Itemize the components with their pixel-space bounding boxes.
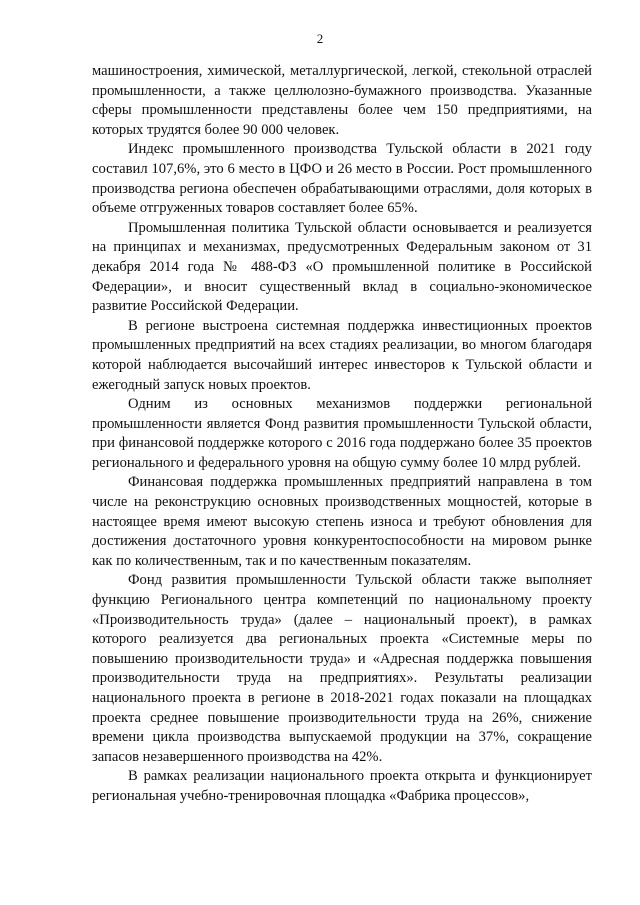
paragraph-investment-support: В регионе выстроена системная поддержка инвестиционных проектов промышленных предприятий на всех стадиях реализации, во многом благодаря которой наблюдается высочайший интерес инвесторов к Тульской области и ежегодный запуск новых проектов. xyxy=(92,317,592,393)
paragraph-production-index: Индекс промышленного производства Тульской области в 2021 году составил 107,6%, это 6 место в ЦФО и 26 место в России. Рост промышленного производства региона обеспечен обрабатывающими отраслями, доля которых в объеме отгруженных товаров составляет более 65%. xyxy=(92,141,592,217)
paragraph-financial-support: Финансовая поддержка промышленных предприятий направлена в том числе на реконструкцию основных производственных мощностей, которые в настоящее время имеют высокую степень износа и требуют обновления для достижения достаточного уровня конкурентоспособности на мировом рынке как по количественным, так и по качественным показателям. xyxy=(92,474,592,569)
paragraph-industries: машиностроения, химической, металлургической, легкой, стекольной отраслей промышленности, а также целлюлозно-бумажного производства. Указанные сферы промышленности представлены более чем 150 предприятиями, на которых трудятся более 90 000 человек. xyxy=(92,63,592,138)
page-number: 2 xyxy=(316,31,324,46)
paragraph-development-fund: Одним из основных механизмов поддержки региональной промышленности является Фонд развития промышленности Тульской области, при финансовой поддержке которого с 2016 года поддержано более 35 проектов регионального и федерального уровня на общую сумму более 10 млрд рублей. xyxy=(92,396,592,471)
paragraph-training-site: В рамках реализации национального проекта открыта и функционирует региональная учебно-тренировочная площадка «Фабрика процессов», xyxy=(92,768,592,804)
document-body xyxy=(92,62,592,807)
paragraph-competence-center: Фонд развития промышленности Тульской области также выполняет функцию Регионального центра компетенций по национальному проекту «Производительность труда» (далее – национальный проект), в рамках которого реализуется два региональных проекта «Системные меры по повышению производительности труда» и «Адресная поддержка повышения производительности труда на предприятиях». Результаты реализации национального проекта в регионе в 2018-2021 годах показали на площадках проекта среднее повышение производительности труда на 26%, снижение времени цикла производства выпускаемой продукции на 37%, сокращение запасов незавершенного производства на 42%. xyxy=(92,572,592,765)
paragraph-industrial-policy: Промышленная политика Тульской области основывается и реализуется на принципах и механизмах, предусмотренных Федеральным законом от 31 декабря 2014 года № 488-ФЗ «О промышленной политике в Российской Федерации», и вносит существенный вклад в социально-экономическое развитие Российской Федерации. xyxy=(92,219,592,315)
